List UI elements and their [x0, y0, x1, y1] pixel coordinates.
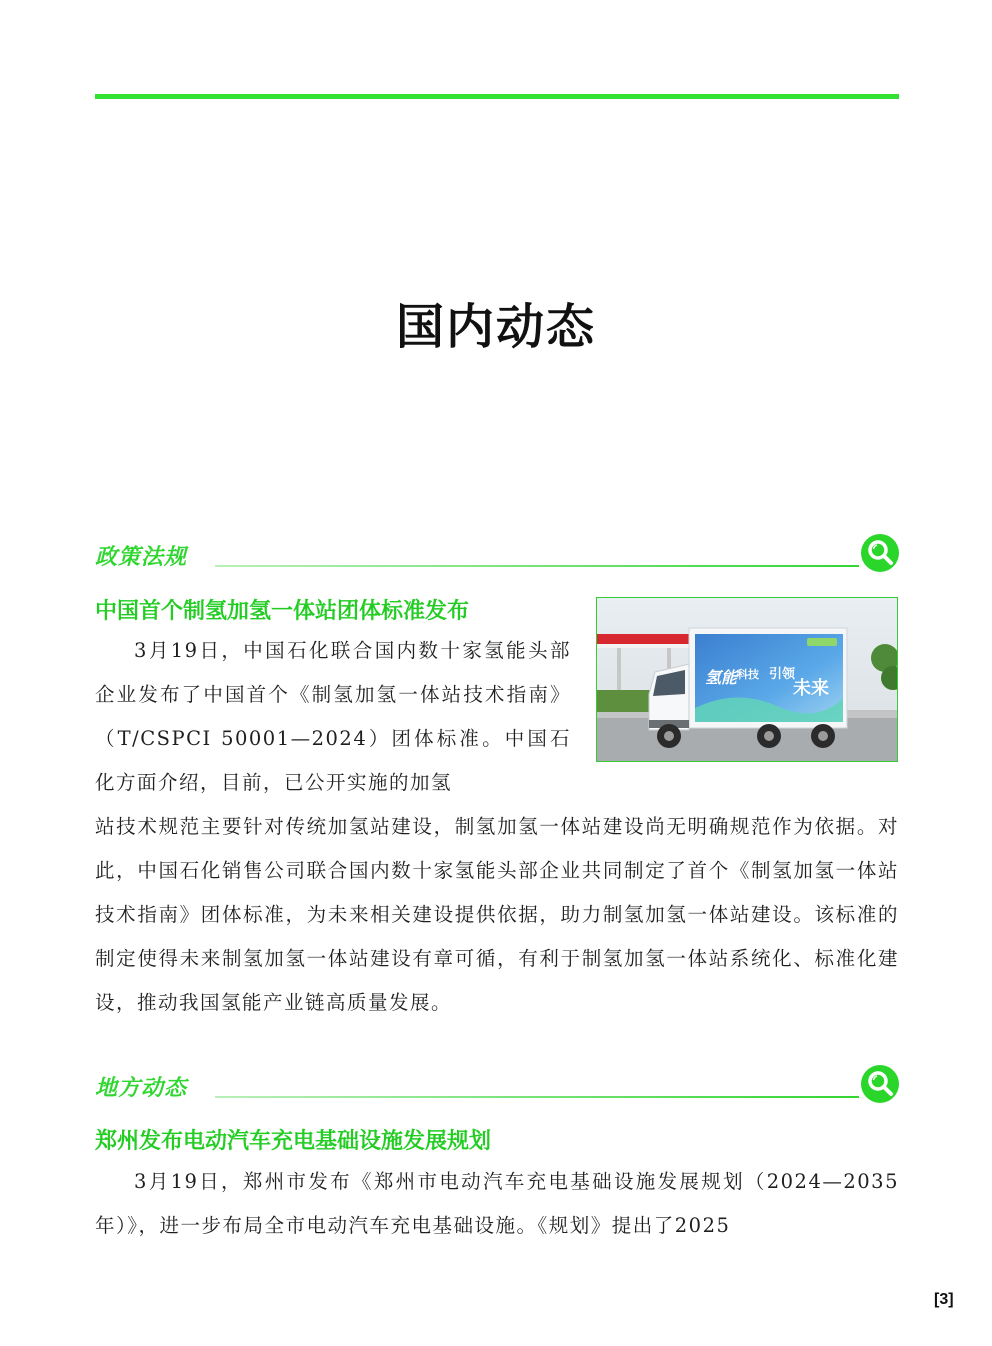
svg-text:科技: 科技 [737, 668, 759, 681]
svg-text:引领: 引领 [769, 667, 796, 682]
article-paragraph: 3月19日，中国石化联合国内数十家氢能头部企业发布了中国首个《制氢加氢一体站技术指南》（T/CSPCI 50001—2024）团体标准。中国石化方面介绍，目前，已公开实施的加氢 [95, 639, 571, 794]
top-rule [95, 94, 899, 99]
section-label: 地方动态 [95, 1076, 188, 1101]
search-icon[interactable] [861, 534, 899, 572]
page-title: 国内动态 [395, 299, 596, 355]
section-divider [215, 1096, 859, 1098]
page-number: [3] [934, 1291, 954, 1308]
svg-text:未来: 未来 [793, 678, 829, 699]
hydrogen-truck-photo [596, 597, 898, 762]
article-title: 郑州发布电动汽车充电基础设施发展规划 [95, 1129, 492, 1154]
article-paragraph: 站技术规范主要针对传统加氢站建设，制氢加氢一体站建设尚无明确规范作为依据。对此，中国石化销售公司联合国内数十家氢能头部企业共同制定了首个《制氢加氢一体站技术指南》团体标准，为未来相关建设提供依据，助力制氢加氢一体站建设。该标准的制定使得未来制氢加氢一体站建设有章可循，有利于制氢加氢一体站系统化、标准化建设，推动我国氢能产业链高质量发展。 [95, 815, 899, 1014]
section-divider [215, 565, 859, 567]
section-header-local [95, 1065, 899, 1107]
svg-text:氢能: 氢能 [705, 668, 738, 687]
article-paragraph: 3月19日，郑州市发布《郑州市电动汽车充电基础设施发展规划（2024—2035年）》，进一步布局全市电动汽车充电基础设施。《规划》提出了2025 [95, 1170, 899, 1237]
section-header-policy [95, 534, 899, 576]
article-title: 中国首个制氢加氢一体站团体标准发布 [95, 599, 470, 624]
search-icon[interactable] [861, 1065, 899, 1103]
section-label: 政策法规 [95, 545, 188, 570]
